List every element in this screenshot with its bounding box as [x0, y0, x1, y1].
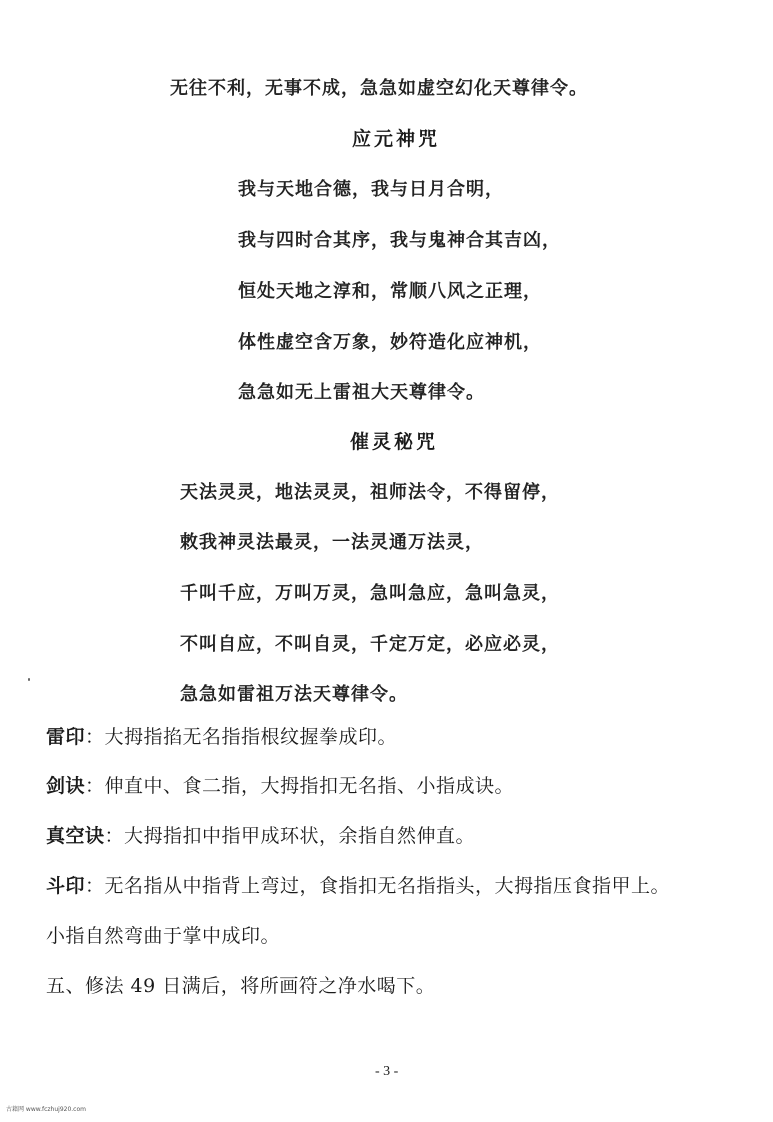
- scan-speck: [28, 678, 30, 681]
- page-number: - 3 -: [375, 1064, 399, 1079]
- verse-line: 急急如雷祖万法天尊律令。: [180, 684, 408, 705]
- instruction-zhenkongjue: [46, 821, 475, 848]
- verse-line: 我与天地合德，我与日月合明，: [238, 179, 504, 200]
- section-title-yingyuan: 应元神咒: [352, 128, 441, 150]
- verse-line: 恒处天地之淳和，常顺八风之正理，: [238, 281, 542, 302]
- instruction-text: 大拇指掐无名指指根纹握拳成印。: [104, 726, 398, 748]
- instruction-sep: ：: [85, 775, 105, 797]
- instruction-term: 剑诀: [46, 775, 86, 797]
- instruction-term: 雷印: [46, 726, 86, 748]
- verse-line: 我与四时合其序，我与鬼神合其吉凶，: [238, 230, 561, 251]
- verse-line: 体性虚空含万象，妙符造化应神机，: [238, 332, 542, 353]
- instruction-sep: ：: [104, 825, 125, 847]
- instruction-term: 斗印: [46, 875, 86, 897]
- instruction-leiyin: [46, 722, 397, 749]
- instruction-text: 无名指从中指背上弯过，食指扣无名指指头，大拇指压食指甲上。: [104, 875, 671, 897]
- instruction-douyin: [46, 871, 670, 898]
- instruction-text: 伸直中、食二指，大拇指扣无名指、小指成诀。: [104, 775, 515, 797]
- verse-line: 敕我神灵法最灵，一法灵通万法灵，: [180, 532, 484, 553]
- verse-line: 千叫千应，万叫万灵，急叫急应，急叫急灵，: [180, 583, 560, 604]
- instruction-sep: ：: [85, 875, 105, 897]
- instruction-text: 大拇指扣中指甲成环状，余指自然伸直。: [124, 825, 476, 847]
- section-title-cuiling: 催灵秘咒: [350, 431, 439, 453]
- instruction-jianjue: [46, 771, 514, 798]
- instruction-continuation: 小指自然弯曲于掌中成印。: [46, 925, 281, 947]
- watermark: 古籍网 www.fczhuj920.com: [6, 1106, 86, 1113]
- final-line: 五、修法 49 日满后，将所画符之净水喝下。: [46, 975, 436, 997]
- instruction-term: 真空诀: [46, 825, 105, 847]
- verse-line: 天法灵灵，地法灵灵，祖师法令，不得留停，: [180, 482, 560, 503]
- top-line: 无往不利，无事不成，急急如虚空幻化天尊律令。: [170, 78, 588, 99]
- verse-line: 不叫自应，不叫自灵，千定万定，必应必灵，: [180, 634, 560, 655]
- verse-line: 急急如无上雷祖大天尊律令。: [238, 382, 485, 403]
- instruction-sep: ：: [85, 726, 105, 748]
